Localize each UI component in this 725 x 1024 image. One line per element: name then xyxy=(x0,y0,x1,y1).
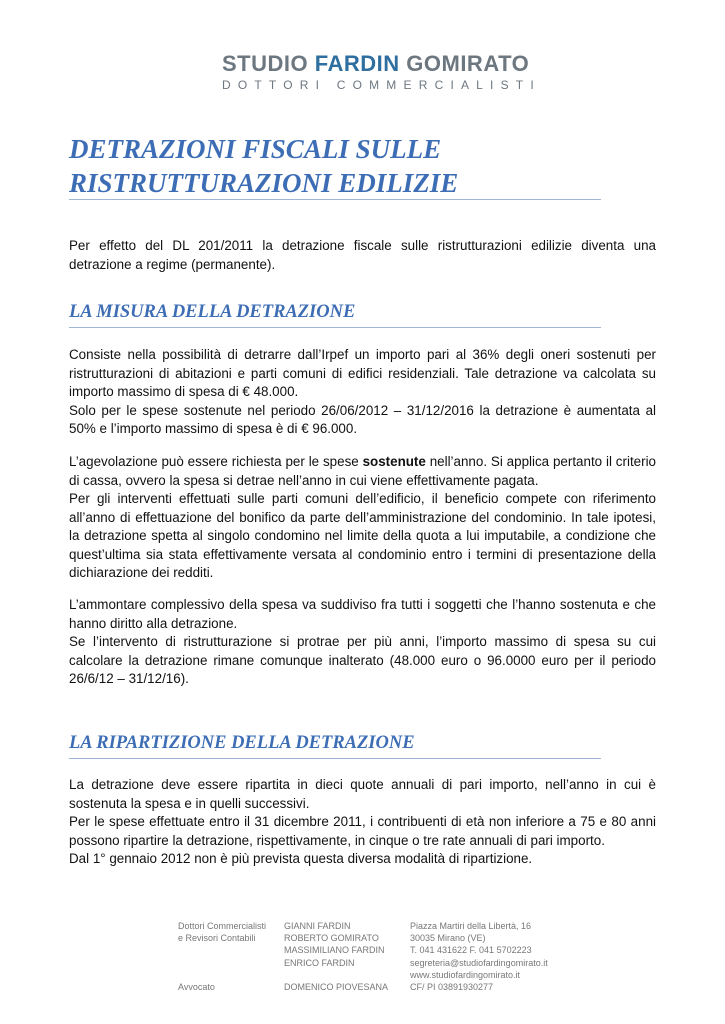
text-line: importo massimo di spesa di € 48.000. xyxy=(69,384,299,399)
section-heading-ripartizione: LA RIPARTIZIONE DELLA DETRAZIONE xyxy=(69,733,415,753)
misura-paragraph-2 xyxy=(69,453,656,583)
text-fragment: nell’anno. Si applica pertanto il criterio xyxy=(425,454,656,469)
footer-email[interactable]: segreteria@studiofardingomirato.it xyxy=(410,957,548,968)
text-line: all’anno di effettuazione del bonifico da parte dell’amministrazione del condominio. In tale ipotesi, xyxy=(69,509,656,525)
footer-address: Piazza Martiri della Libertà, 16 xyxy=(410,921,532,931)
studio-logo xyxy=(222,51,541,92)
text-line: calcolare la detrazione rimane comunque inalterato (48.000 euro o 96.0000 euro per il periodo xyxy=(69,652,656,668)
footer-line: Dottori Commercialisti xyxy=(178,921,267,931)
logo-word-studio: STUDIO xyxy=(222,51,309,76)
text-line: 26/6/12 – 31/12/16). xyxy=(69,671,189,686)
footer-line xyxy=(284,969,388,981)
text-line: ristrutturazioni di abitazioni e parti comuni di edifici residenziali. Tale detrazione va calcolata su xyxy=(69,365,656,381)
footer-tax-id: CF/ PI 03891930277 xyxy=(410,981,494,992)
section-heading-misura: LA MISURA DELLA DETRAZIONE xyxy=(69,302,356,322)
bold-term: sostenute xyxy=(362,454,426,469)
text-line: sostenuta la spesa e in quelli successivi. xyxy=(69,795,310,811)
section-rule xyxy=(69,327,601,328)
logo-subtitle: DOTTORI COMMERCIALISTI xyxy=(222,78,541,92)
title-line-2: RISTRUTTURAZIONI EDILIZIE xyxy=(69,168,459,198)
footer-line: ROBERTO GOMIRATO xyxy=(284,933,379,944)
text-line: Per gli interventi effettuati sulle parti comuni dell’edificio, il beneficio compete con riferimento xyxy=(69,491,656,506)
text-line: Dal 1° gennaio 2012 non è più prevista questa diversa modalità di ripartizione. xyxy=(69,851,533,866)
text-line: possono ripartire la detrazione, rispettivamente, in cinque o tre rate annuali di pari importo. xyxy=(69,832,605,848)
footer-line: DOMENICO PIOVESANA xyxy=(284,981,389,992)
intro-line: Per effetto del DL 201/2011 la detrazione fiscale sulle ristrutturazioni edilizie diventa una xyxy=(69,238,656,253)
intro-paragraph xyxy=(69,237,656,274)
text-line: Solo per le spese sostenute nel periodo 26/06/2012 – 31/12/2016 la detrazione è aumentata al xyxy=(69,402,656,418)
section-rule xyxy=(69,758,601,759)
footer-line xyxy=(178,957,266,969)
text-line: la detrazione spetta al singolo condomino nel limite della quota a lui imputabile, a condizione che xyxy=(69,528,656,543)
footer-line: e Revisori Contabili xyxy=(178,933,256,944)
footer-line xyxy=(178,969,266,981)
text-line xyxy=(69,453,656,472)
footer-phone-fax: T. 041 431622 F. 041 5702223 xyxy=(410,945,532,956)
footer-line: ENRICO FARDIN xyxy=(284,957,355,968)
intro-line: detrazione a regime (permanente). xyxy=(69,256,276,272)
logo-word-fardin: FARDIN xyxy=(314,51,400,76)
misura-paragraph-1 xyxy=(69,346,656,439)
footer-line xyxy=(178,944,266,956)
text-line: dichiarazione dei redditi. xyxy=(69,565,214,580)
logo-name xyxy=(222,51,530,76)
text-line: L’ammontare complessivo della spesa va suddiviso fra tutti i soggetti che l’hanno sostenuta e che xyxy=(69,597,656,612)
text-fragment: L’agevolazione può essere richiesta per le spese xyxy=(69,454,363,469)
misura-paragraph-3 xyxy=(69,596,656,689)
logo-word-gomirato: GOMIRATO xyxy=(406,51,530,76)
text-line: quest’ultima sia stata effettivamente versata al condominio entro i termini di presentazione della xyxy=(69,546,656,562)
text-line: Per le spese effettuate entro il 31 dicembre 2011, i contribuenti di età non inferiore a 75 e 80 anni xyxy=(69,814,656,829)
text-line: La detrazione deve essere ripartita in dieci quote annuali di pari importo, nell’anno in cui è xyxy=(69,777,656,792)
footer-professions xyxy=(178,920,266,993)
title-rule xyxy=(69,199,601,200)
ripartizione-paragraph xyxy=(69,776,656,869)
text-line: 50% e l’importo massimo di spesa è di € 96.000. xyxy=(69,421,358,436)
text-line: di cassa, ovvero la spesa si detrae nell’anno in cui viene effettivamente pagata. xyxy=(69,472,539,488)
footer-contacts xyxy=(410,920,548,993)
text-line: hanno diritto alla detrazione. xyxy=(69,615,238,631)
document-title xyxy=(69,132,609,200)
title-line-1: DETRAZIONI FISCALI SULLE xyxy=(69,134,442,164)
footer-names xyxy=(284,920,388,993)
text-line: Consiste nella possibilità di detrarre dall’Irpef un importo pari al 36% degli oneri sostenuti per xyxy=(69,347,656,362)
footer-line: GIANNI FARDIN xyxy=(284,921,351,931)
footer-line: Avvocato xyxy=(178,981,215,992)
footer-city: 30035 Mirano (VE) xyxy=(410,933,486,944)
footer-website[interactable]: www.studiofardingomirato.it xyxy=(410,969,521,980)
footer-line: MASSIMILIANO FARDIN xyxy=(284,945,385,956)
text-line: Se l’intervento di ristrutturazione si protrae per più anni, l’importo massimo di spesa su cui xyxy=(69,634,656,649)
